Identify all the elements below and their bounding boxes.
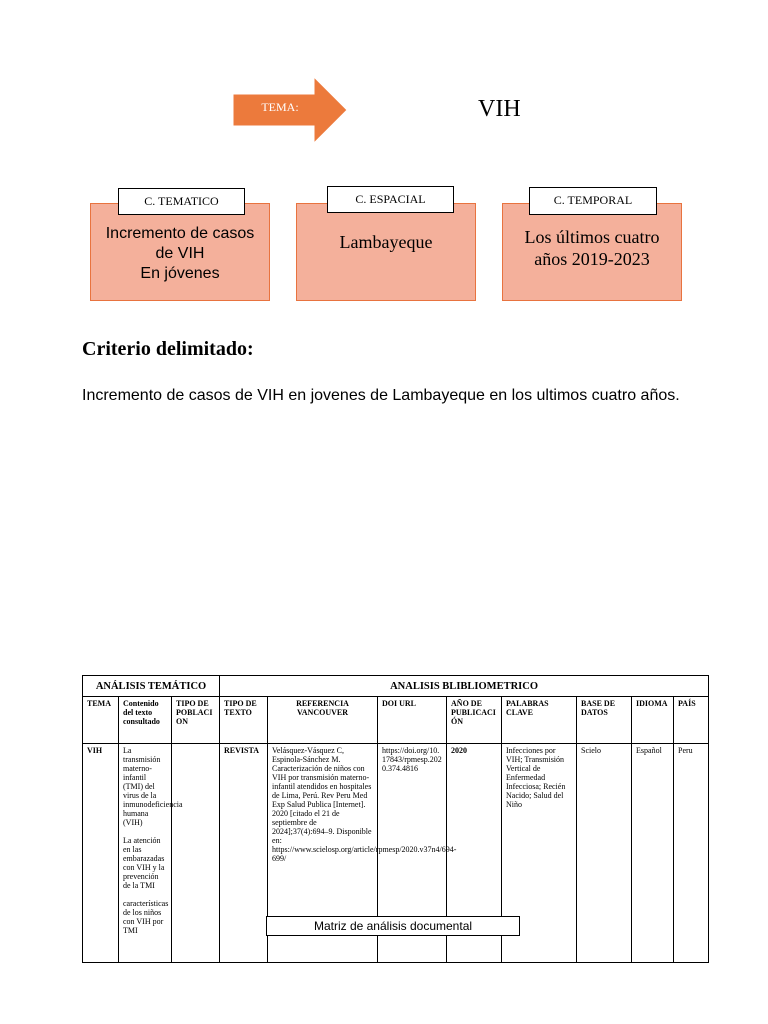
cell-palabras: Infecciones por VIH; Transmisión Vertical de Enfermedad Infecciosa; Recién Nacido; Salud del Niño xyxy=(502,744,577,963)
tematico-line: En jóvenes xyxy=(140,265,220,282)
topic-title: VIH xyxy=(478,96,521,122)
col-header-pais: PAÍS xyxy=(674,697,709,744)
temporal-line: Los últimos cuatro xyxy=(524,227,660,247)
cell-contenido xyxy=(119,744,183,963)
cell-tema: VIH xyxy=(83,744,119,963)
tematico-line: Incremento de casos xyxy=(105,225,255,242)
cell-base: Scielo xyxy=(577,744,632,963)
temporal-line: años 2019-2023 xyxy=(534,249,650,269)
cell-referencia: Velásquez-Vásquez C, Espinola-Sánchez M. Caracterización de niños con VIH por transmisión materno-infantil atendidos en hospitales de Lima, Perú. Rev Peru Med Exp Salud Publica [Internet]. 2020 [citado el 21 de septiembre de 2024];37(4):694–9. Disponible en: https://www.scielosp.org/article/rpmesp/2020.v37n4/694-699/ xyxy=(268,744,378,963)
col-header-poblacion: TIPO DE POBLACI ON xyxy=(172,697,220,744)
col-header-palabras: PALABRAS CLAVE xyxy=(502,697,577,744)
cell-poblacion xyxy=(172,744,220,963)
contenido-paragraph: La atención en las embarazadas con VIH y la prevención de la TMI xyxy=(123,836,165,890)
col-header-doi: DOI URL xyxy=(378,697,447,744)
group-header-bibliometrico: ANALISIS BLIBLIOMETRICO xyxy=(220,676,709,697)
col-header-anio: AÑO DE PUBLICACI ÓN xyxy=(447,697,502,744)
cell-doi: https://doi.org/10.17843/rpmesp.2020.374.4816 xyxy=(378,744,447,963)
contenido-paragraph: La transmisión materno-infantil (TMI) del virus de la inmunodeficiencia humana (VIH) xyxy=(123,746,183,827)
col-header-idioma: IDIOMA xyxy=(632,697,674,744)
temporal-box xyxy=(502,203,682,301)
group-header-row xyxy=(83,676,709,697)
col-header-base: BASE DE DATOS xyxy=(577,697,632,744)
col-header-contenido: Contenido del texto consultado xyxy=(119,697,172,744)
tematico-line: de VIH xyxy=(155,245,205,262)
column-header-row xyxy=(83,697,709,744)
col-header-tipo-texto: TIPO DE TEXTO xyxy=(220,697,268,744)
cell-pais: Peru xyxy=(674,744,709,963)
table-caption: Matriz de análisis documental xyxy=(266,916,520,936)
espacial-label: C. ESPACIAL xyxy=(327,186,454,213)
espacial-line: Lambayeque xyxy=(339,231,433,252)
col-header-tema: TEMA xyxy=(83,697,119,744)
tematico-box xyxy=(90,203,270,301)
group-header-tematico: ANÁLISIS TEMÁTICO xyxy=(83,676,220,697)
col-header-referencia: REFERENCIA VANCOUVER xyxy=(268,697,378,744)
espacial-box xyxy=(296,203,476,301)
cell-tipo-texto: REVISTA xyxy=(220,744,268,963)
tematico-label: C. TEMATICO xyxy=(118,188,245,215)
temporal-label: C. TEMPORAL xyxy=(529,187,657,215)
criterio-heading: Criterio delimitado: xyxy=(82,338,254,360)
criterio-text: Incremento de casos de VIH en jovenes de Lambayeque en los ultimos cuatro años. xyxy=(82,387,680,404)
cell-anio: 2020 xyxy=(447,744,502,963)
cell-idioma: Español xyxy=(632,744,674,963)
tema-label: TEMA: xyxy=(261,100,299,114)
contenido-paragraph: características de los niños con VIH por TMI xyxy=(123,899,169,935)
